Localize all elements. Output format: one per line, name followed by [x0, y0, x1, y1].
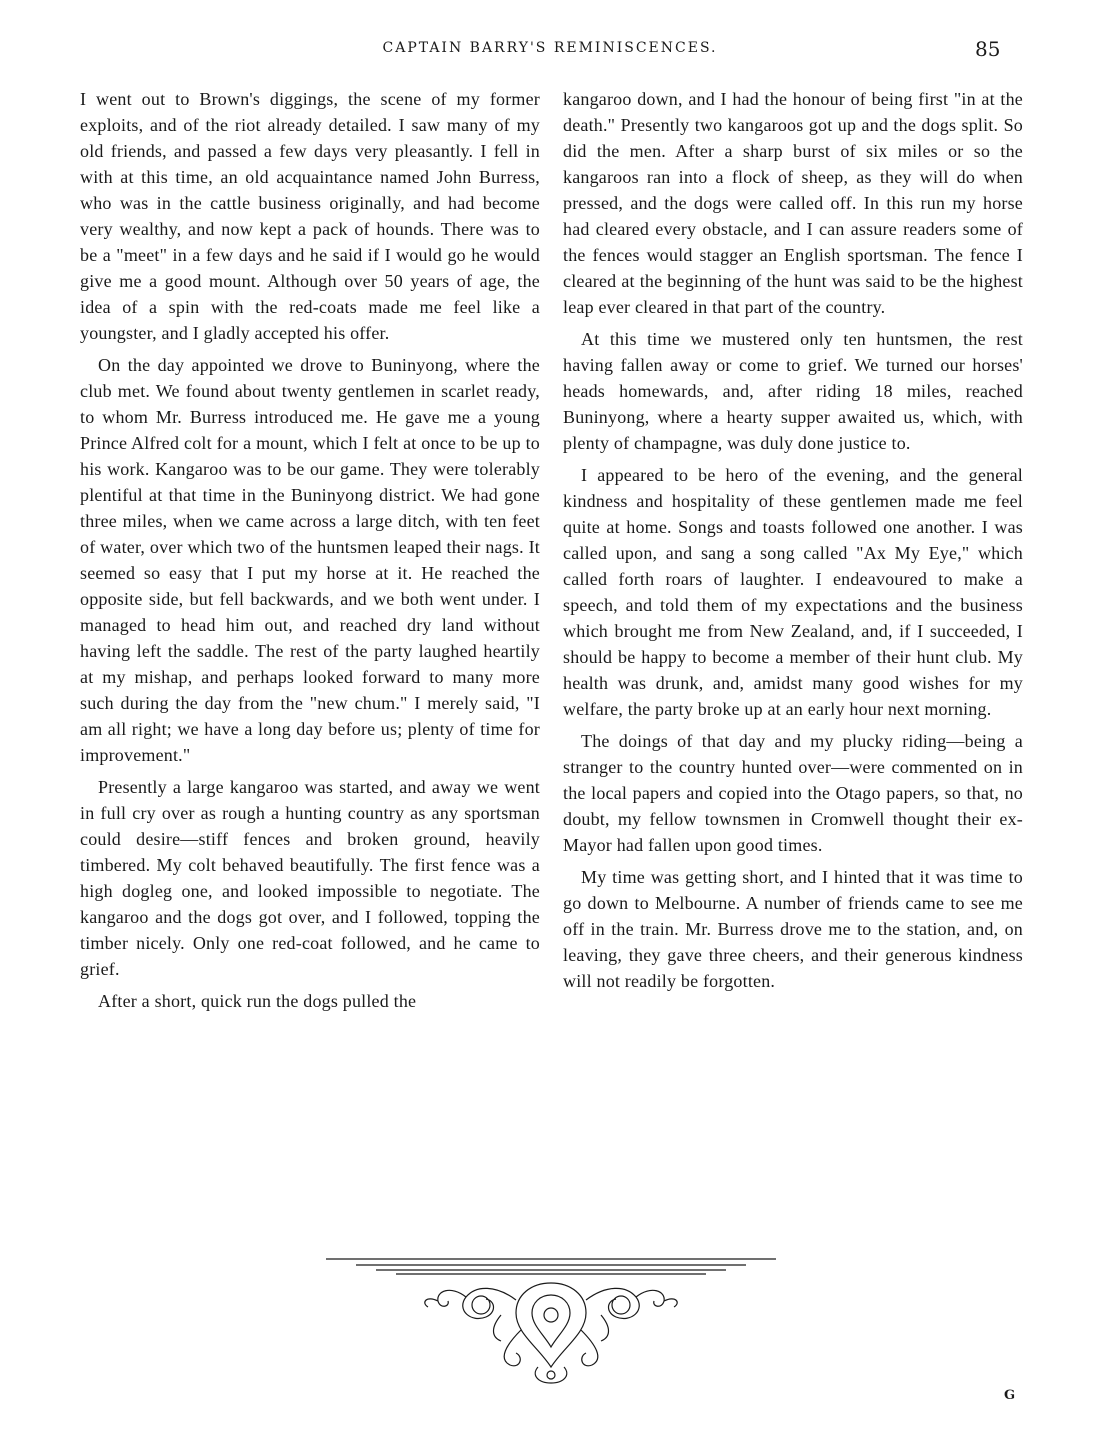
right-column: [563, 86, 1023, 1000]
running-head: CAPTAIN BARRY'S REMINISCENCES.: [382, 40, 718, 56]
floral-scroll-ornament-icon: [326, 1255, 776, 1385]
paragraph: On the day appointed we drove to Buninyong, where the club met. We found about twenty gentlemen in scarlet ready, to whom Mr. Burress introduced me. He gave me a young Prince Alfred colt for a mount, which I felt at once to be up to his work. Kangaroo was to be our game. They were tolerably plentiful at that time in the Buninyong district. We had gone three miles, when we came across a large ditch, with ten feet of water, over which two of the huntsmen leaped their nags. It seemed so easy that I put my horse at it. He reached the opposite side, but fell backwards, and we both went under. I managed to head him out, and reached dry land without having left the saddle. The rest of the party laughed heartily at my mishap, and perhaps looked forward to many more such during the day from the "new chum." I merely said, "I am all right; we have a long day before us; plenty of time for improvement.": [80, 355, 540, 765]
paragraph: I appeared to be hero of the evening, and the general kindness and hospitality of these gentlemen made me feel quite at home. Songs and toasts followed one another. I was called upon, and sang a song called "Ax My Eye," which called forth roars of laughter. I endeavoured to make a speech, and told them of my expectations and the business which brought me from New Zealand, and, if I succeeded, I should be happy to become a member of their hunt club. My health was drunk, and, amidst many good wishes for my welfare, the party broke up at an early hour next morning.: [563, 465, 1023, 719]
paragraph: After a short, quick run the dogs pulled the: [98, 991, 417, 1011]
paragraph: My time was getting short, and I hinted that it was time to go down to Melbourne. A number of friends came to see me off in the train. Mr. Burress drove me to the station, and, on leaving, they gave three cheers, and their generous kindness will not readily be forgotten.: [563, 867, 1023, 991]
paragraph: The doings of that day and my plucky riding—being a stranger to the country hunted over—were commented on in the local papers and copied into the Otago papers, so that, no doubt, my fellow townsmen in Cromwell thought their ex-Mayor had fallen upon good times.: [563, 731, 1023, 855]
paragraph: I went out to Brown's diggings, the scene of my former exploits, and of the riot already detailed. I saw many of my old friends, and passed a few days very pleasantly. I fell in with at this time, an old acquaintance named John Burress, who was in the cattle business originally, and had become very wealthy, and now kept a pack of hounds. There was to be a "meet" in a few days and he said if I would go he would give me a good mount. Although over 50 years of age, the idea of a spin with the red-coats made me feel like a youngster, and I gladly accepted his offer.: [80, 89, 540, 343]
paragraph: kangaroo down, and I had the honour of being first "in at the death." Presently two kangaroos got up and the dogs split. So did the men. After a sharp burst of six miles or so the kangaroos ran into a flock of sheep, as they will do when pressed, and the dogs were called off. In this run my horse had cleared every obstacle, and I can assure readers some of the fences would stagger an English sportsman. The fence I cleared at the beginning of the hunt was said to be the highest leap ever cleared in that part of the country.: [563, 89, 1023, 317]
paragraph: At this time we mustered only ten huntsmen, the rest having fallen away or come to grief. We turned our horses' heads homewards, and, after riding 18 miles, reached Buninyong, where a hearty supper awaited us, which, with plenty of champagne, was duly done justice to.: [563, 329, 1023, 453]
signature-mark: G: [1004, 1388, 1016, 1403]
paragraph: Presently a large kangaroo was started, and away we went in full cry over as rough a hunting country as any sportsman could desire—stiff fences and broken ground, heavily timbered. My colt behaved beautifully. The first fence was a high dogleg one, and looked impossible to negotiate. The kangaroo and the dogs got over, and I followed, topping the timber nicely. Only one red-coat followed, and he came to grief.: [80, 777, 540, 979]
left-column: [80, 86, 540, 1020]
page-number: 85: [975, 37, 1001, 61]
